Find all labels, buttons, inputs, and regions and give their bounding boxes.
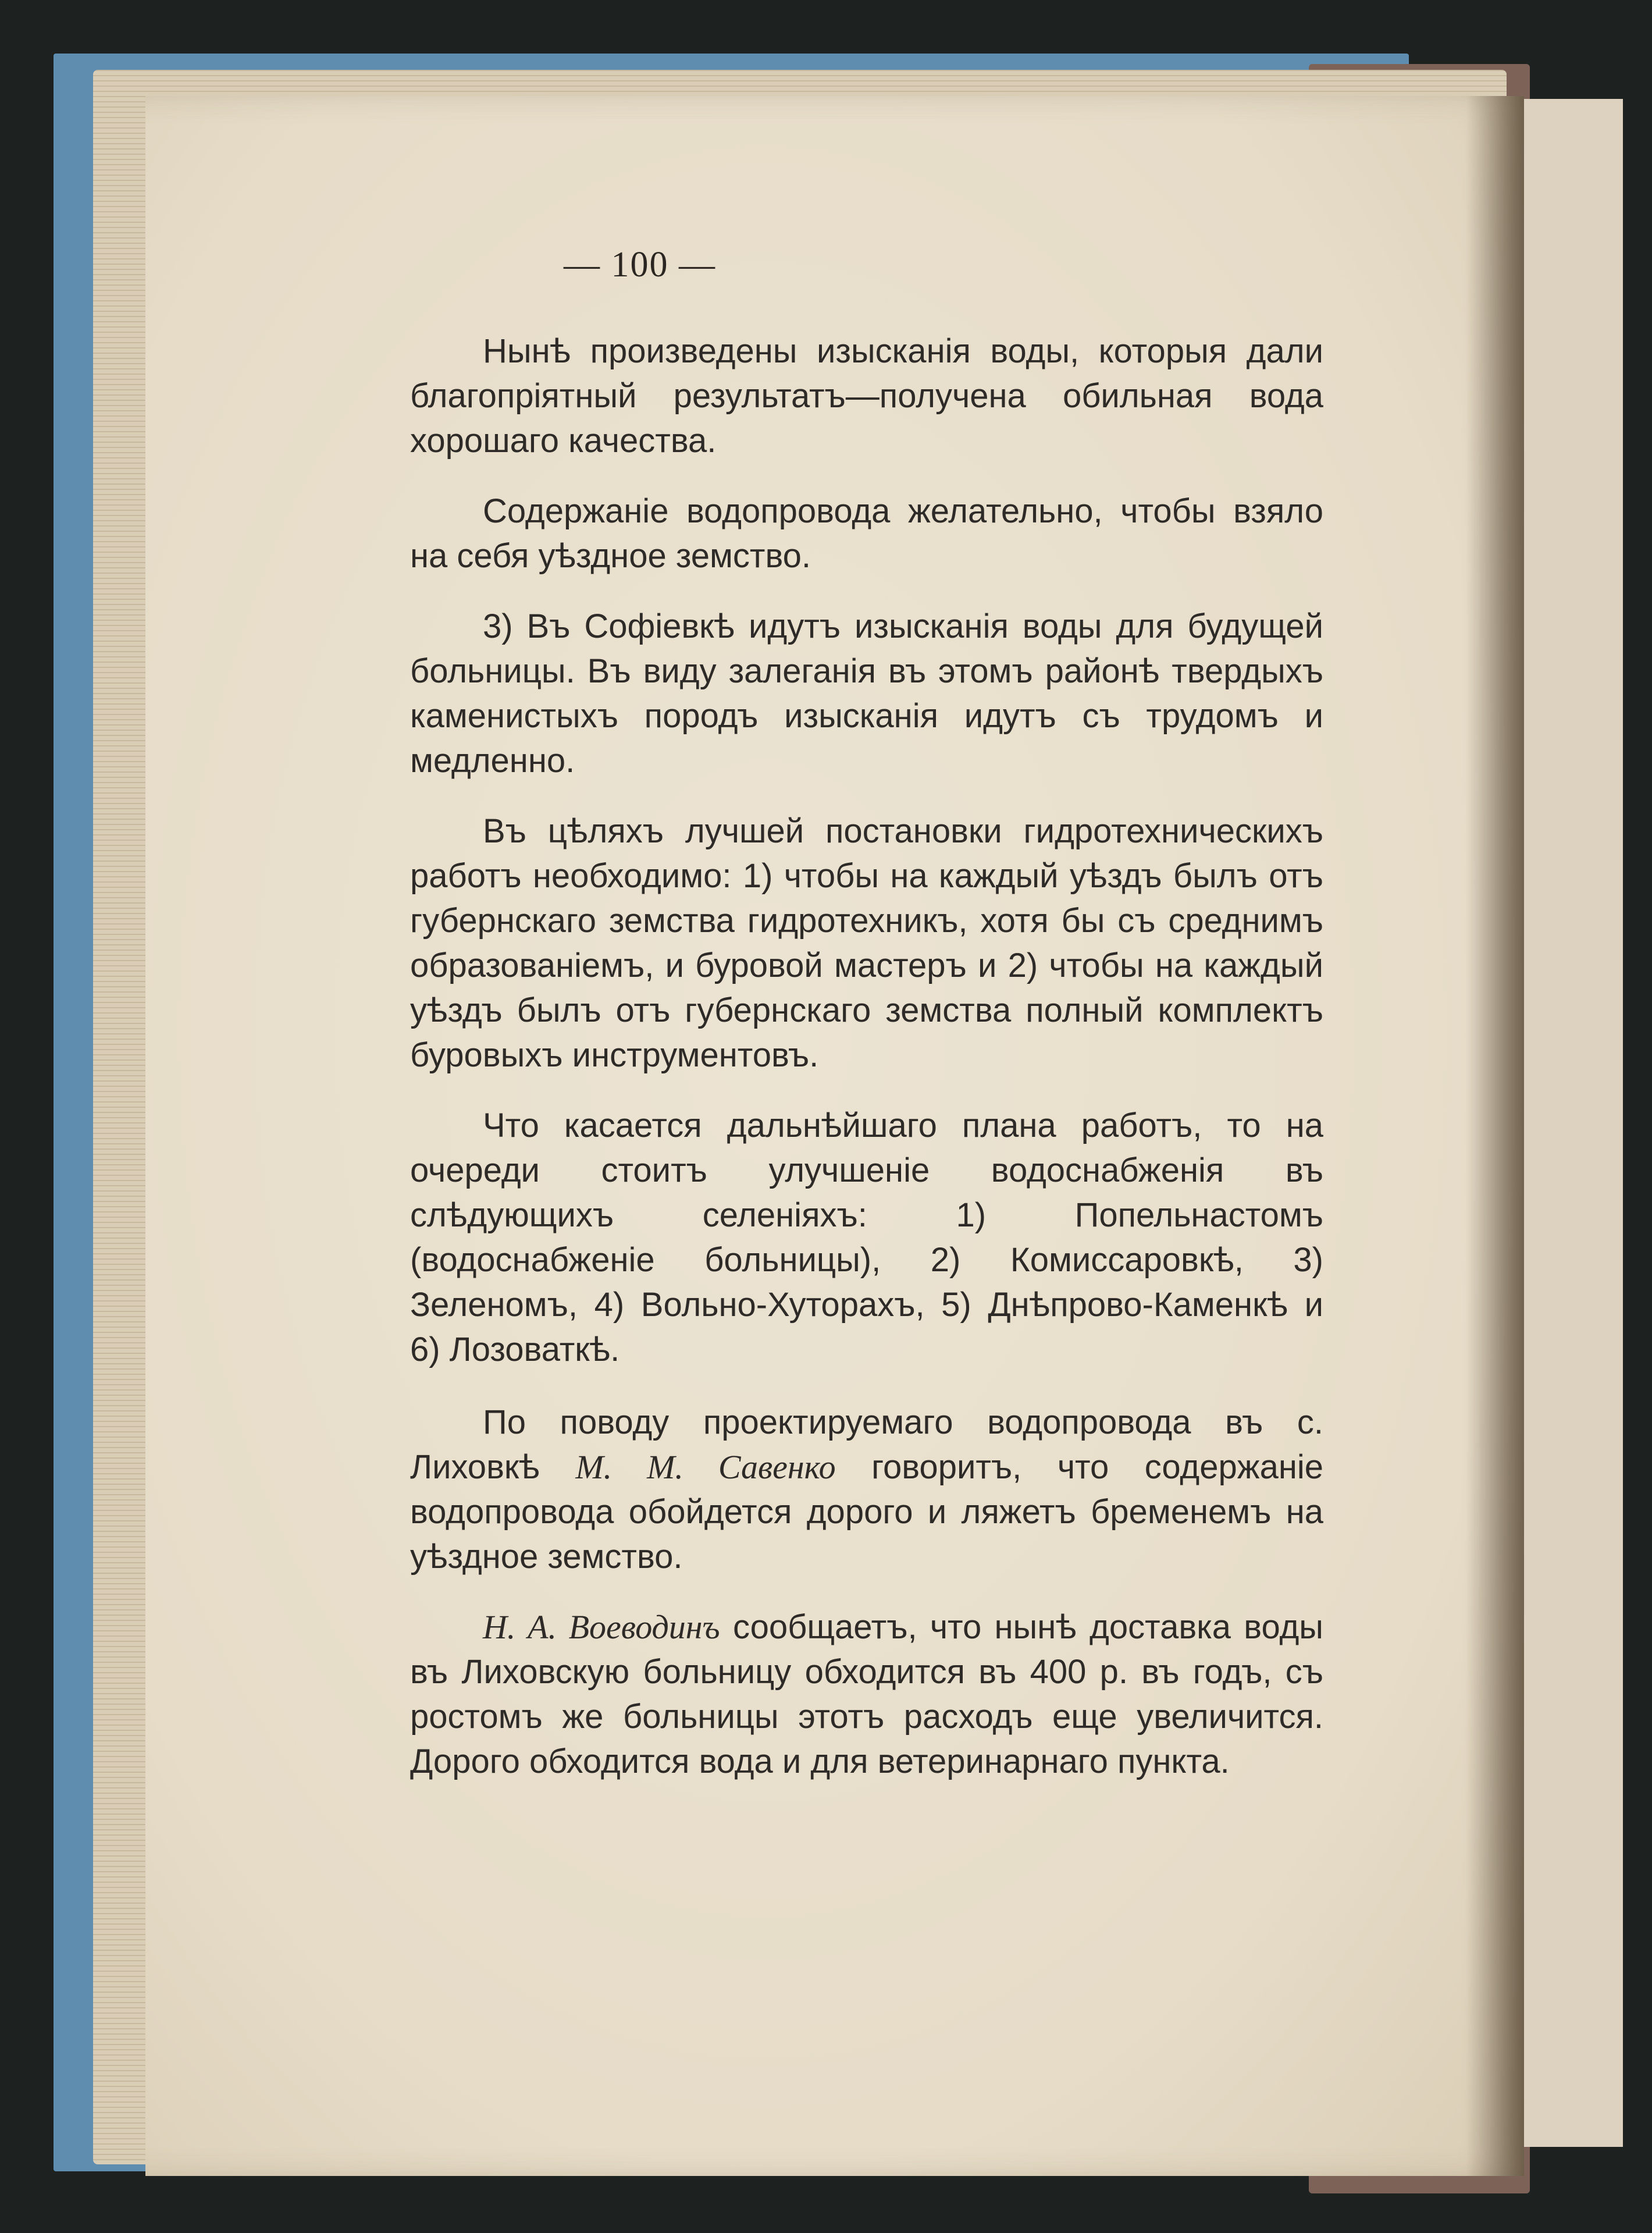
speaker-name-voevodin: Н. А. Воеводинъ [483, 1608, 720, 1646]
paragraph-4: Въ цѣляхъ лучшей постановки гидротехническихъ работъ необходимо: 1) чтобы на каждый уѣздъ былъ отъ губернскаго земства гидротехникъ, хотя бы съ среднимъ образованіемъ, и буровой мастеръ и 2) чтобы на каждый уѣздъ былъ отъ губернскаго земства полный комплектъ буровыхъ инструментовъ. [410, 812, 1323, 1074]
page-body-text [410, 329, 1323, 1809]
paragraph-5: Что касается дальнѣйшаго плана работъ, то на очереди стоитъ улучшеніе водоснабженія въ слѣдующихъ селеніяхъ: 1) Попельнастомъ (водоснабженіе больницы), 2) Комиссаровкѣ, 3) Зеленомъ, 4) Вольно-Хуторахъ, 5) Днѣпрово-Каменкѣ и 6) Лозоваткѣ. [410, 1107, 1323, 1368]
adjacent-page-edge [1512, 99, 1623, 2147]
paragraph-6-lead: По поводу проектируемаго водопровода въ с. Лиховкѣ [410, 1403, 1323, 1486]
speaker-name-savenko: М. М. Савенко [575, 1448, 836, 1486]
page-number: — 100 — [564, 245, 716, 285]
paragraph-1: Нынѣ произведены изысканія воды, которыя дали благопріятный результатъ—получена обильная вода хорошаго качества. [410, 332, 1323, 460]
paragraph-6-rest: говоритъ, что содержаніе водопровода обойдется дорого и ляжетъ бременемъ на уѣздное земство. [410, 1448, 1323, 1576]
paragraph-3: 3) Въ Софіевкѣ идутъ изысканія воды для будущей больницы. Въ виду залеганія въ этомъ районѣ твердыхъ каменистыхъ породъ изысканія идутъ съ трудомъ и медленно. [410, 607, 1323, 780]
paragraph-7 [410, 1605, 1323, 1784]
paragraph-7-rest: сообщаетъ, что нынѣ доставка воды въ Лиховскую больницу обходится въ 400 р. въ годъ, съ ростомъ же больницы этотъ расходъ еще увеличится. Дорого обходится вода и для ветеринарнаго пункта. [410, 1608, 1323, 1780]
paragraph-6 [410, 1400, 1323, 1579]
paragraph-2: Содержаніе водопровода желательно, чтобы взяло на себя уѣздное земство. [410, 492, 1323, 575]
page-gutter-shadow [1466, 96, 1524, 2176]
